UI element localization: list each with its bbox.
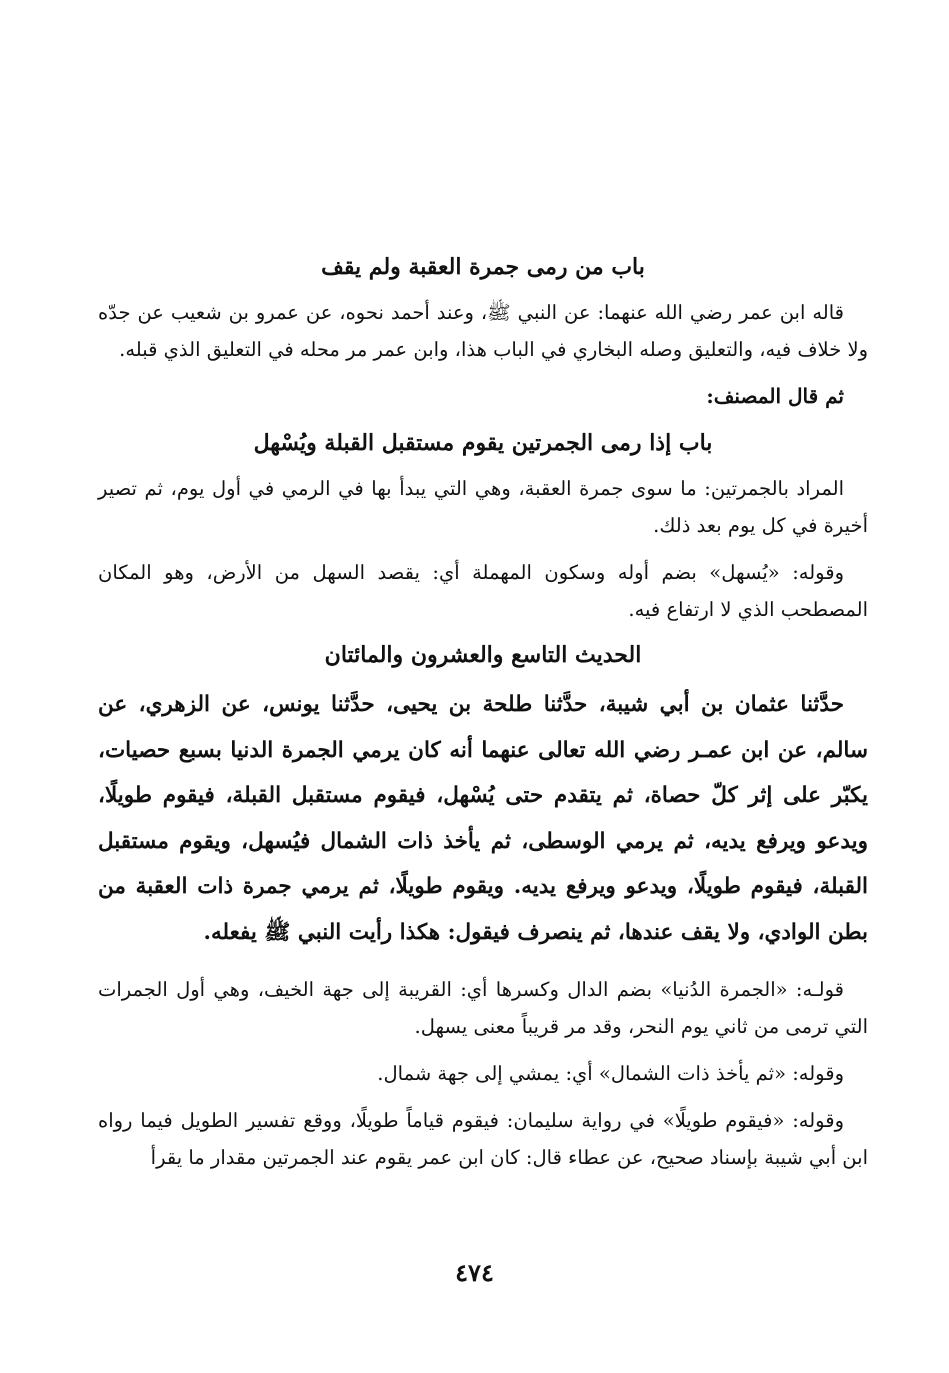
commentary-paragraph: وقوله: «فيقوم طويلًا» في رواية سليمان: فيقوم قياماً طويلًا، ووقع تفسير الطويل فيما رواه ابن أبي شيبة بإسناد صحيح، عن عطاء قال: كان ابن عمر يقوم عند الجمرتين مقدار ما يقرأ [98, 1109, 868, 1169]
commentary-paragraph: المراد بالجمرتين: ما سوى جمرة العقبة، وهي التي يبدأ بها في الرمي في أول يوم، ثم تصير أخيرة في كل يوم بعد ذلك. [98, 477, 868, 537]
commentary-paragraph: وقوله: «يُسهل» بضم أوله وسكون المهملة أي: يقصد السهل من الأرض، وهو المكان المصطحب الذي لا ارتفاع فيه. [98, 561, 868, 621]
hadith-text: حدَّثنا عثمان بن أبي شيبة، حدَّثنا طلحة بن يحيى، حدَّثنا يونس، عن الزهري، عن سالم، عن ابن عمـر رضي الله تعالى عنهما أنه كان يرمي الجمرة الدنيا بسبع حصيات، يكبّر على إثر كلّ حصاة، ثم يتقدم حتى يُسْهل، فيقوم مستقبل القبلة، فيقوم طويلًا، ويدعو ويرفع يديه، ثم يرمي الوسطى، ثم يأخذ ذات الشمال فيُسهل، ويقوم مستقبل القبلة، فيقوم طويلًا، ويدعو ويرفع يديه. ويقوم طويلًا، ثم يرمي جمرة ذات العقبة من بطن الوادي، ولا يقف عندها، ثم ينصرف فيقول: هكذا رأيت النبي ﷺ يفعله. [98, 692, 868, 945]
chapter-heading: باب من رمى جمرة العقبة ولم يقف [321, 254, 645, 280]
chapter-heading: باب إذا رمى الجمرتين يقوم مستقبل القبلة ويُسْهل [253, 430, 713, 456]
author-label: ثم قال المصنف: [706, 384, 844, 408]
document-page [98, 250, 868, 1186]
page-number: ٤٧٤ [455, 1258, 494, 1287]
commentary-paragraph: قاله ابن عمر رضي الله عنهما: عن النبي ﷺ، وعند أحمد نحوه، عن عمرو بن شعيب عن جدّه ولا خلاف فيه، والتعليق وصله البخاري في الباب هذا، وابن عمر مر محله في التعليق الذي قبله. [98, 301, 868, 361]
commentary-paragraph: قولـه: «الجمرة الدُنيا» بضم الدال وكسرها أي: القريبة إلى جهة الخيف، وهي أول الجمرات التي ترمى من ثاني يوم النحر، وقد مر قريباً معنى يسهل. [98, 978, 868, 1038]
hadith-heading: الحديث التاسع والعشرون والمائتان [324, 642, 642, 668]
commentary-paragraph: وقوله: «ثم يأخذ ذات الشمال» أي: يمشي إلى جهة شمال. [377, 1062, 844, 1085]
